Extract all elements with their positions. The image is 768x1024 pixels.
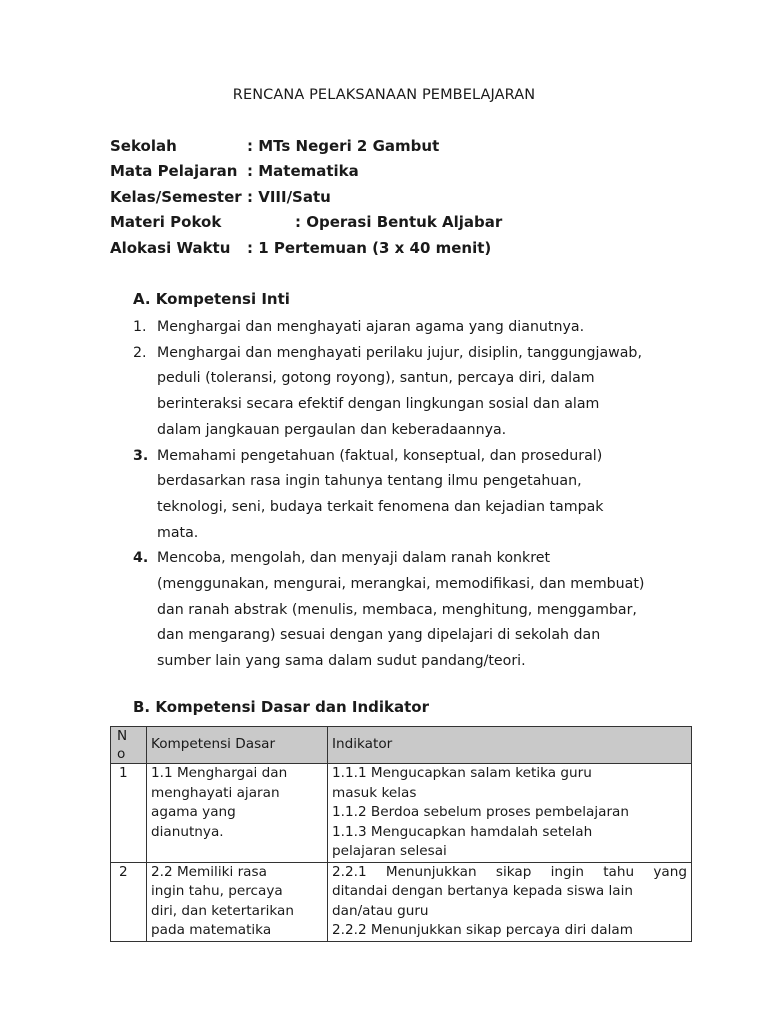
list-line: sumber lain yang sama dalam sudut pandang/teori. bbox=[157, 653, 526, 670]
header-text: o bbox=[117, 746, 126, 762]
meta-label: Alokasi Waktu bbox=[110, 239, 231, 257]
list-line: dan mengarang) sesuai dengan yang dipelajari di sekolah dan bbox=[157, 627, 601, 644]
cell-line: ingin tahu, percaya bbox=[151, 883, 283, 899]
cell-line: 1.1.2 Berdoa sebelum proses pembelajaran bbox=[332, 804, 629, 820]
list-line: peduli (toleransi, gotong royong), santun, percaya diri, dalam bbox=[157, 370, 595, 387]
cell-indikator bbox=[328, 862, 692, 941]
meta-value: : VIII/Satu bbox=[247, 188, 331, 206]
meta-label: Mata Pelajaran bbox=[110, 162, 238, 180]
list-item bbox=[133, 315, 693, 341]
meta-kelas-semester bbox=[110, 188, 331, 206]
list-line: teknologi, seni, budaya terkait fenomena dan kejadian tampak bbox=[157, 498, 604, 515]
list-line: mata. bbox=[157, 524, 199, 541]
list-line: Menghargai dan menghayati ajaran agama yang dianutnya. bbox=[157, 319, 585, 335]
meta-value: : 1 Pertemuan (3 x 40 menit) bbox=[247, 239, 492, 257]
list-item bbox=[133, 341, 693, 444]
meta-alokasi-waktu bbox=[110, 239, 491, 257]
cell-line: 2.2.2 Menunjukkan sikap percaya diri dalam bbox=[332, 922, 633, 938]
meta-label: Kelas/Semester bbox=[110, 188, 242, 206]
cell-line: agama yang bbox=[151, 804, 236, 820]
list-line: berdasarkan rasa ingin tahunya tentang ilmu pengetahuan, bbox=[157, 473, 582, 490]
list-number: 2. bbox=[133, 344, 147, 361]
column-header-indikator: Indikator bbox=[328, 727, 692, 764]
cell-no: 1 bbox=[111, 764, 147, 863]
column-header-kompetensi-dasar: Kompetensi Dasar bbox=[147, 727, 328, 764]
meta-label: Sekolah bbox=[110, 137, 177, 155]
cell-line: 1.1.1 Mengucapkan salam ketika guru bbox=[332, 765, 592, 781]
table-row bbox=[111, 862, 692, 941]
cell-line: 2.2 Memiliki rasa bbox=[151, 863, 267, 880]
list-line: dalam jangkauan pergaulan dan keberadaannya. bbox=[157, 421, 507, 438]
list-line: Mencoba, mengolah, dan menyaji dalam ranah konkret bbox=[157, 550, 551, 567]
cell-line: diri, dan ketertarikan bbox=[151, 902, 294, 919]
document-title: RENCANA PELAKSANAAN PEMBELAJARAN bbox=[232, 87, 536, 103]
meta-value: : MTs Negeri 2 Gambut bbox=[247, 137, 440, 155]
header-text: N bbox=[117, 728, 128, 744]
list-item bbox=[133, 546, 693, 675]
cell-line: ditandai dengan bertanya kepada siswa lain bbox=[332, 883, 633, 899]
meta-materi-pokok bbox=[110, 213, 502, 231]
meta-label: Materi Pokok bbox=[110, 213, 222, 231]
cell-line: 1.1 Menghargai dan bbox=[151, 765, 288, 781]
column-header-no bbox=[111, 727, 147, 764]
kompetensi-dasar-table bbox=[110, 726, 692, 942]
cell-line: menghayati ajaran bbox=[151, 784, 280, 801]
list-number: 3. bbox=[133, 447, 149, 464]
list-number: 1. bbox=[133, 319, 147, 335]
list-line: Menghargai dan menghayati perilaku jujur, disiplin, tanggungjawab, bbox=[157, 344, 642, 361]
meta-mata-pelajaran bbox=[110, 162, 359, 180]
list-line: Memahami pengetahuan (faktual, konseptual, dan prosedural) bbox=[157, 447, 603, 464]
cell-kompetensi-dasar bbox=[147, 862, 328, 941]
section-b-heading: B. Kompetensi Dasar dan Indikator bbox=[133, 698, 429, 716]
table-row bbox=[111, 764, 692, 863]
kompetensi-inti-list bbox=[133, 315, 693, 675]
meta-value: : Operasi Bentuk Aljabar bbox=[295, 213, 503, 231]
cell-line: 1.1.3 Mengucapkan hamdalah setelah bbox=[332, 823, 593, 840]
cell-no: 2 bbox=[111, 862, 147, 941]
list-line: (menggunakan, mengurai, merangkai, memodifikasi, dan membuat) bbox=[157, 576, 645, 593]
cell-line: masuk kelas bbox=[332, 784, 417, 801]
cell-indikator bbox=[328, 764, 692, 863]
cell-line: pelajaran selesai bbox=[332, 843, 447, 859]
cell-line: pada matematika bbox=[151, 922, 272, 938]
section-a-heading: A. Kompetensi Inti bbox=[133, 290, 290, 308]
list-line: dan ranah abstrak (menulis, membaca, menghitung, menggambar, bbox=[157, 601, 637, 618]
cell-line: 2.2.1 Menunjukkan sikap ingin tahu yang bbox=[332, 863, 687, 880]
cell-line: dan/atau guru bbox=[332, 902, 429, 919]
meta-sekolah bbox=[110, 137, 439, 155]
list-item bbox=[133, 444, 693, 547]
cell-line: dianutnya. bbox=[151, 823, 224, 840]
meta-value: : Matematika bbox=[247, 162, 359, 180]
list-line: berinteraksi secara efektif dengan lingkungan sosial dan alam bbox=[157, 396, 600, 413]
cell-kompetensi-dasar bbox=[147, 764, 328, 863]
table-header-row bbox=[111, 727, 692, 764]
list-number: 4. bbox=[133, 550, 149, 567]
